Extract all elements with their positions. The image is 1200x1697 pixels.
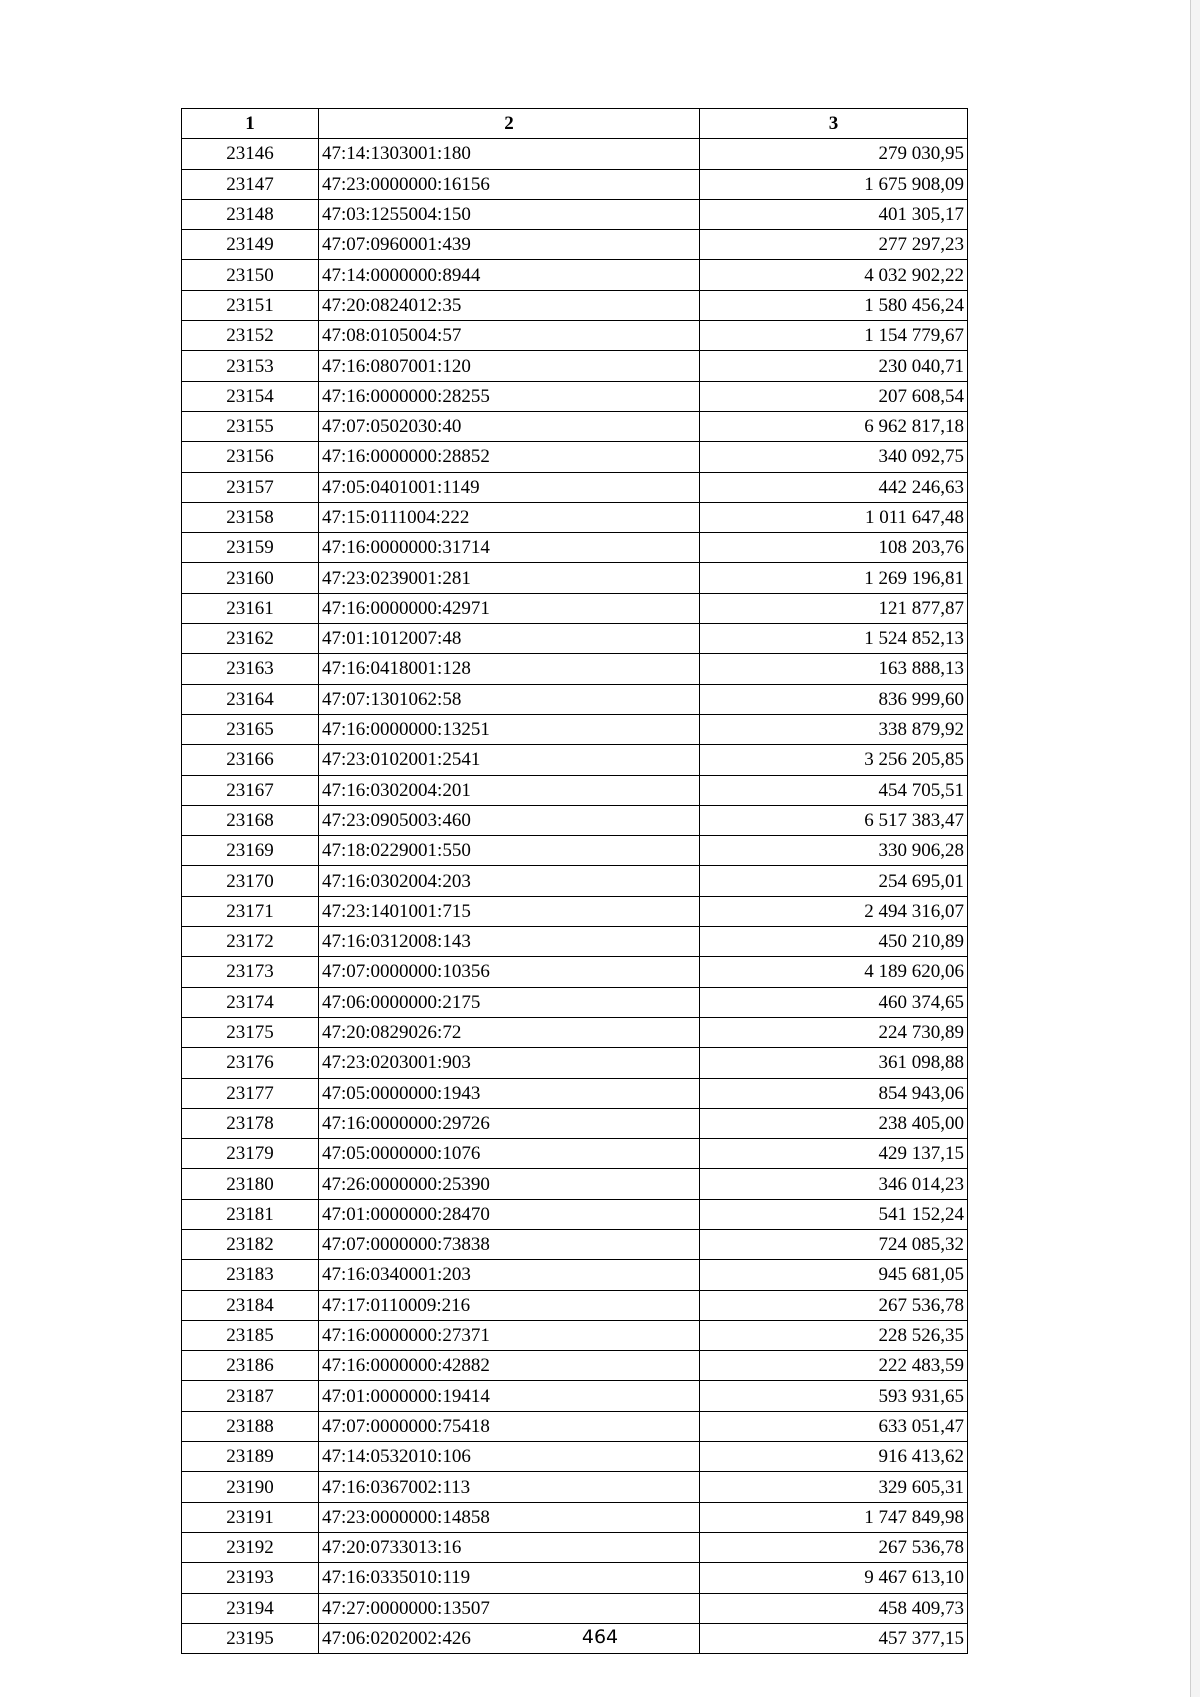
cadastral-number-cell: 47:07:0502030:40	[319, 411, 700, 441]
value-cell: 338 879,92	[700, 714, 968, 744]
row-number-cell: 23157	[182, 472, 319, 502]
cadastral-number-cell: 47:16:0807001:120	[319, 351, 700, 381]
table-row	[182, 714, 968, 744]
value-cell: 329 605,31	[700, 1472, 968, 1502]
cadastral-number-cell: 47:07:0000000:10356	[319, 957, 700, 987]
value-cell: 267 536,78	[700, 1532, 968, 1562]
table-row	[182, 745, 968, 775]
value-cell: 4 189 620,06	[700, 957, 968, 987]
row-number-cell: 23181	[182, 1199, 319, 1229]
value-cell: 854 943,06	[700, 1078, 968, 1108]
page-edge	[1190, 0, 1200, 1697]
row-number-cell: 23165	[182, 714, 319, 744]
table-row	[182, 502, 968, 532]
table-row	[182, 896, 968, 926]
value-cell: 460 374,65	[700, 987, 968, 1017]
table-row	[182, 1139, 968, 1169]
value-cell: 224 730,89	[700, 1017, 968, 1047]
cadastral-number-cell: 47:16:0302004:203	[319, 866, 700, 896]
value-cell: 442 246,63	[700, 472, 968, 502]
cadastral-number-cell: 47:14:1303001:180	[319, 139, 700, 169]
page-number: 464	[581, 1626, 619, 1648]
value-cell: 945 681,05	[700, 1260, 968, 1290]
row-number-cell: 23195	[182, 1623, 319, 1653]
header-cell-1: 1	[182, 109, 319, 139]
table-row	[182, 411, 968, 441]
row-number-cell: 23174	[182, 987, 319, 1017]
row-number-cell: 23180	[182, 1169, 319, 1199]
table-row	[182, 1563, 968, 1593]
cadastral-number-cell: 47:16:0000000:28255	[319, 381, 700, 411]
table-row	[182, 1442, 968, 1472]
row-number-cell: 23189	[182, 1442, 319, 1472]
value-cell: 2 494 316,07	[700, 896, 968, 926]
table-row	[182, 957, 968, 987]
table-row	[182, 1260, 968, 1290]
table-row	[182, 290, 968, 320]
row-number-cell: 23161	[182, 593, 319, 623]
value-cell: 1 011 647,48	[700, 502, 968, 532]
value-cell: 916 413,62	[700, 1442, 968, 1472]
cadastral-number-cell: 47:01:0000000:28470	[319, 1199, 700, 1229]
value-cell: 724 085,32	[700, 1229, 968, 1259]
value-cell: 6 517 383,47	[700, 805, 968, 835]
row-number-cell: 23178	[182, 1108, 319, 1138]
row-number-cell: 23167	[182, 775, 319, 805]
cadastral-number-cell: 47:05:0000000:1076	[319, 1139, 700, 1169]
table-row	[182, 1320, 968, 1350]
table-row	[182, 624, 968, 654]
value-cell: 228 526,35	[700, 1320, 968, 1350]
table-row	[182, 169, 968, 199]
cadastral-number-cell: 47:23:1401001:715	[319, 896, 700, 926]
cadastral-number-cell: 47:01:1012007:48	[319, 624, 700, 654]
cadastral-number-cell: 47:07:1301062:58	[319, 684, 700, 714]
row-number-cell: 23148	[182, 199, 319, 229]
cadastral-number-cell: 47:23:0000000:14858	[319, 1502, 700, 1532]
cadastral-number-cell: 47:20:0829026:72	[319, 1017, 700, 1047]
table-row	[182, 836, 968, 866]
cadastral-number-cell: 47:16:0000000:42971	[319, 593, 700, 623]
row-number-cell: 23166	[182, 745, 319, 775]
row-number-cell: 23188	[182, 1411, 319, 1441]
table-row	[182, 1229, 968, 1259]
value-cell: 457 377,15	[700, 1623, 968, 1653]
table-row	[182, 230, 968, 260]
value-cell: 401 305,17	[700, 199, 968, 229]
value-cell: 108 203,76	[700, 533, 968, 563]
value-cell: 238 405,00	[700, 1108, 968, 1138]
table-body	[182, 139, 968, 1654]
row-number-cell: 23170	[182, 866, 319, 896]
table-row	[182, 866, 968, 896]
value-cell: 277 297,23	[700, 230, 968, 260]
row-number-cell: 23168	[182, 805, 319, 835]
value-cell: 1 524 852,13	[700, 624, 968, 654]
table-row	[182, 321, 968, 351]
cadastral-number-cell: 47:16:0340001:203	[319, 1260, 700, 1290]
value-cell: 340 092,75	[700, 442, 968, 472]
header-cell-2: 2	[319, 109, 700, 139]
table-row	[182, 442, 968, 472]
table-row	[182, 987, 968, 1017]
row-number-cell: 23185	[182, 1320, 319, 1350]
row-number-cell: 23159	[182, 533, 319, 563]
cadastral-number-cell: 47:23:0000000:16156	[319, 169, 700, 199]
value-cell: 1 580 456,24	[700, 290, 968, 320]
row-number-cell: 23155	[182, 411, 319, 441]
row-number-cell: 23152	[182, 321, 319, 351]
row-number-cell: 23191	[182, 1502, 319, 1532]
cadastral-number-cell: 47:15:0111004:222	[319, 502, 700, 532]
row-number-cell: 23154	[182, 381, 319, 411]
value-cell: 429 137,15	[700, 1139, 968, 1169]
data-table	[181, 108, 968, 1654]
table-row	[182, 684, 968, 714]
table-row	[182, 260, 968, 290]
value-cell: 207 608,54	[700, 381, 968, 411]
table-row	[182, 1472, 968, 1502]
value-cell: 267 536,78	[700, 1290, 968, 1320]
cadastral-number-cell: 47:01:0000000:19414	[319, 1381, 700, 1411]
cadastral-number-cell: 47:23:0905003:460	[319, 805, 700, 835]
value-cell: 279 030,95	[700, 139, 968, 169]
cadastral-number-cell: 47:16:0312008:143	[319, 927, 700, 957]
value-cell: 330 906,28	[700, 836, 968, 866]
value-cell: 9 467 613,10	[700, 1563, 968, 1593]
table-row	[182, 1290, 968, 1320]
cadastral-number-cell: 47:14:0532010:106	[319, 1442, 700, 1472]
row-number-cell: 23153	[182, 351, 319, 381]
row-number-cell: 23175	[182, 1017, 319, 1047]
cadastral-number-cell: 47:06:0202002:426	[319, 1623, 700, 1653]
row-number-cell: 23184	[182, 1290, 319, 1320]
cadastral-number-cell: 47:05:0401001:1149	[319, 472, 700, 502]
cadastral-number-cell: 47:16:0367002:113	[319, 1472, 700, 1502]
value-cell: 454 705,51	[700, 775, 968, 805]
row-number-cell: 23194	[182, 1593, 319, 1623]
table-row	[182, 1411, 968, 1441]
table-row	[182, 563, 968, 593]
row-number-cell: 23187	[182, 1381, 319, 1411]
row-number-cell: 23156	[182, 442, 319, 472]
row-number-cell: 23160	[182, 563, 319, 593]
cadastral-number-cell: 47:16:0418001:128	[319, 654, 700, 684]
cadastral-number-cell: 47:08:0105004:57	[319, 321, 700, 351]
cadastral-number-cell: 47:23:0239001:281	[319, 563, 700, 593]
table-row	[182, 381, 968, 411]
table-row	[182, 533, 968, 563]
cadastral-number-cell: 47:16:0000000:13251	[319, 714, 700, 744]
value-cell: 450 210,89	[700, 927, 968, 957]
value-cell: 230 040,71	[700, 351, 968, 381]
value-cell: 6 962 817,18	[700, 411, 968, 441]
row-number-cell: 23158	[182, 502, 319, 532]
value-cell: 836 999,60	[700, 684, 968, 714]
table-row	[182, 1108, 968, 1138]
row-number-cell: 23183	[182, 1260, 319, 1290]
cadastral-number-cell: 47:23:0203001:903	[319, 1048, 700, 1078]
header-cell-3: 3	[700, 109, 968, 139]
table-row	[182, 1502, 968, 1532]
row-number-cell: 23173	[182, 957, 319, 987]
table-header	[182, 109, 968, 139]
cadastral-number-cell: 47:16:0335010:119	[319, 1563, 700, 1593]
cadastral-number-cell: 47:27:0000000:13507	[319, 1593, 700, 1623]
table-row	[182, 805, 968, 835]
row-number-cell: 23147	[182, 169, 319, 199]
cadastral-number-cell: 47:07:0000000:73838	[319, 1229, 700, 1259]
row-number-cell: 23163	[182, 654, 319, 684]
cadastral-number-cell: 47:18:0229001:550	[319, 836, 700, 866]
value-cell: 3 256 205,85	[700, 745, 968, 775]
row-number-cell: 23162	[182, 624, 319, 654]
cadastral-number-cell: 47:05:0000000:1943	[319, 1078, 700, 1108]
row-number-cell: 23150	[182, 260, 319, 290]
cadastral-number-cell: 47:23:0102001:2541	[319, 745, 700, 775]
row-number-cell: 23146	[182, 139, 319, 169]
value-cell: 633 051,47	[700, 1411, 968, 1441]
table-row	[182, 775, 968, 805]
row-number-cell: 23192	[182, 1532, 319, 1562]
row-number-cell: 23164	[182, 684, 319, 714]
row-number-cell: 23149	[182, 230, 319, 260]
cadastral-number-cell: 47:07:0000000:75418	[319, 1411, 700, 1441]
cadastral-number-cell: 47:16:0000000:29726	[319, 1108, 700, 1138]
table-row	[182, 139, 968, 169]
row-number-cell: 23172	[182, 927, 319, 957]
header-row	[182, 109, 968, 139]
table-row	[182, 1532, 968, 1562]
value-cell: 541 152,24	[700, 1199, 968, 1229]
table-row	[182, 1017, 968, 1047]
table-row	[182, 654, 968, 684]
cadastral-number-cell: 47:03:1255004:150	[319, 199, 700, 229]
row-number-cell: 23186	[182, 1351, 319, 1381]
row-number-cell: 23193	[182, 1563, 319, 1593]
table-row	[182, 199, 968, 229]
cadastral-number-cell: 47:16:0000000:28852	[319, 442, 700, 472]
cadastral-number-cell: 47:20:0824012:35	[319, 290, 700, 320]
value-cell: 1 747 849,98	[700, 1502, 968, 1532]
cadastral-number-cell: 47:16:0000000:31714	[319, 533, 700, 563]
row-number-cell: 23171	[182, 896, 319, 926]
value-cell: 593 931,65	[700, 1381, 968, 1411]
value-cell: 222 483,59	[700, 1351, 968, 1381]
value-cell: 346 014,23	[700, 1169, 968, 1199]
value-cell: 163 888,13	[700, 654, 968, 684]
cadastral-number-cell: 47:26:0000000:25390	[319, 1169, 700, 1199]
table-row	[182, 593, 968, 623]
table-row	[182, 1078, 968, 1108]
value-cell: 4 032 902,22	[700, 260, 968, 290]
value-cell: 1 269 196,81	[700, 563, 968, 593]
table-row	[182, 472, 968, 502]
row-number-cell: 23190	[182, 1472, 319, 1502]
row-number-cell: 23182	[182, 1229, 319, 1259]
table-row	[182, 351, 968, 381]
value-cell: 254 695,01	[700, 866, 968, 896]
table-row	[182, 1199, 968, 1229]
row-number-cell: 23151	[182, 290, 319, 320]
row-number-cell: 23176	[182, 1048, 319, 1078]
row-number-cell: 23169	[182, 836, 319, 866]
value-cell: 361 098,88	[700, 1048, 968, 1078]
table-row	[182, 1381, 968, 1411]
cadastral-number-cell: 47:16:0000000:27371	[319, 1320, 700, 1350]
table-row	[182, 1048, 968, 1078]
table-row	[182, 1169, 968, 1199]
table-row	[182, 927, 968, 957]
cadastral-number-cell: 47:16:0000000:42882	[319, 1351, 700, 1381]
value-cell: 458 409,73	[700, 1593, 968, 1623]
value-cell: 121 877,87	[700, 593, 968, 623]
cadastral-number-cell: 47:14:0000000:8944	[319, 260, 700, 290]
value-cell: 1 675 908,09	[700, 169, 968, 199]
cadastral-number-cell: 47:20:0733013:16	[319, 1532, 700, 1562]
value-cell: 1 154 779,67	[700, 321, 968, 351]
cadastral-number-cell: 47:06:0000000:2175	[319, 987, 700, 1017]
table-row	[182, 1593, 968, 1623]
cadastral-number-cell: 47:16:0302004:201	[319, 775, 700, 805]
row-number-cell: 23177	[182, 1078, 319, 1108]
cadastral-number-cell: 47:17:0110009:216	[319, 1290, 700, 1320]
table-row	[182, 1351, 968, 1381]
cadastral-number-cell: 47:07:0960001:439	[319, 230, 700, 260]
row-number-cell: 23179	[182, 1139, 319, 1169]
